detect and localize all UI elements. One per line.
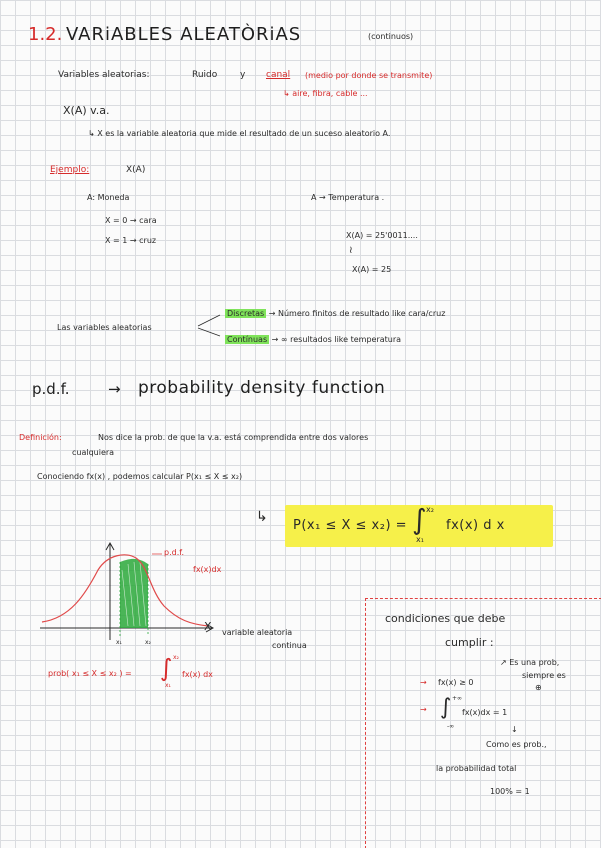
formula-integral: ∫ [412, 503, 427, 536]
conditions-note-2: siempre es [522, 671, 566, 680]
conditions-expl-2: la probabilidad total [436, 764, 517, 773]
intro-channel: canal [266, 70, 291, 80]
example-temp-2: X(A) = 25 [352, 265, 392, 274]
pdf-abbr: p.d.f. [32, 380, 70, 398]
example-coin-1: X = 0 → cara [105, 216, 157, 225]
intro-channel-note: (medio por donde se transmite) [305, 71, 433, 80]
pdf-full: probability density function [138, 378, 386, 398]
wavy-arrow-icon: ≀ [349, 245, 353, 256]
conditions-title-2: cumplir : [445, 636, 494, 649]
condition-2: fx(x)dx = 1 [462, 708, 508, 717]
discrete-word: Discretas [227, 309, 265, 318]
conditions-note-1: ↗ Es una prob, [500, 658, 560, 667]
example-xa: X(A) [126, 165, 146, 175]
pdf-arrow: → [108, 380, 121, 398]
conditions-title: condiciones que debe [385, 612, 506, 625]
formula-left: P(x₁ ≤ X ≤ x₂) = [293, 518, 408, 533]
definition-label: Definición: [19, 433, 62, 442]
intro-noise: Ruido [192, 70, 218, 80]
cond-1-arrow-icon: → [420, 678, 427, 687]
prob-formula-integral: ∫ [160, 654, 173, 682]
example-coin-2: X = 1 → cruz [105, 236, 157, 245]
pdf-graph [30, 540, 250, 650]
conditions-expl-1: Como es prob., [486, 740, 547, 749]
example-temp-1: X(A) = 25'0011.... [346, 231, 418, 240]
plus-circle-icon: ⊕ [535, 683, 542, 692]
continuous-rest: → ∞ resultados like temperatura [271, 335, 402, 344]
formula-lower: x₁ [416, 535, 424, 544]
condition-1: fx(x) ≥ 0 [438, 678, 474, 687]
prob-formula-left: prob( x₁ ≤ X ≤ x₂ ) = [48, 669, 132, 678]
definition-line-2: cualquiera [72, 448, 115, 457]
condition-2-upper: +∞ [452, 695, 463, 702]
types-label: Las variables aleatorias [57, 323, 152, 332]
section-number: 1.2. [28, 24, 63, 45]
definition-line-1: Nos dice la prob. de que la v.a. está comprendida entre dos valores [98, 433, 369, 442]
formula-upper: x₂ [426, 505, 434, 514]
down-arrow-icon: ↓ [511, 725, 518, 734]
prob-formula-upper: x₂ [173, 654, 179, 661]
graph-tick-x1: x₁ [116, 639, 122, 646]
discrete-rest: → Número finitos de resultado like cara/cruz [268, 309, 446, 318]
xa-label: X(A) v.a. [63, 104, 110, 117]
example-label: Ejemplo: [50, 165, 90, 175]
type-continuous [225, 336, 401, 344]
intro-and: y [240, 70, 246, 80]
condition-2-integral: ∫ [440, 695, 452, 720]
branch-arrows-icon [196, 312, 226, 342]
title-note: (continuos) [368, 32, 414, 41]
example-coin-title: A: Moneda [87, 193, 130, 202]
intro-media: ↳ aire, fibra, cable ... [283, 89, 368, 98]
xa-description: ↳ X es la variable aleatoria que mide el resultado de un suceso aleatorio A. [88, 129, 391, 138]
condition-2-lower: -∞ [447, 723, 455, 730]
graph-tick-x2: x₂ [145, 639, 151, 646]
prob-formula-lower: x₁ [165, 682, 171, 689]
prob-formula-right: fx(x) dx [182, 670, 213, 679]
type-discrete [225, 310, 445, 318]
graph-pdf-label: p.d.f. [164, 548, 185, 557]
section-title: VARiABLES ALEATÒRiAS [66, 24, 302, 45]
graph-x-desc-2: continua [272, 641, 307, 650]
continuous-word: Contínuas [227, 335, 268, 344]
definition-knowing: Conociendo fx(x) , podemos calcular P(x₁ ≤ X ≤ x₂) [37, 472, 243, 481]
graph-x-label: X [204, 620, 212, 633]
formula-arrow: ↳ [256, 509, 268, 525]
formula-right: fx(x) d x [446, 518, 505, 533]
example-temp-title: A → Temperatura . [311, 193, 385, 202]
intro-label: Variables aleatorias: [58, 70, 150, 80]
conditions-expl-3: 100% = 1 [490, 787, 530, 796]
graph-fx-label: fx(x)dx [193, 565, 222, 574]
cond-2-arrow-icon: → [420, 705, 427, 714]
graph-x-desc-1: variable aleatoria [222, 628, 293, 637]
